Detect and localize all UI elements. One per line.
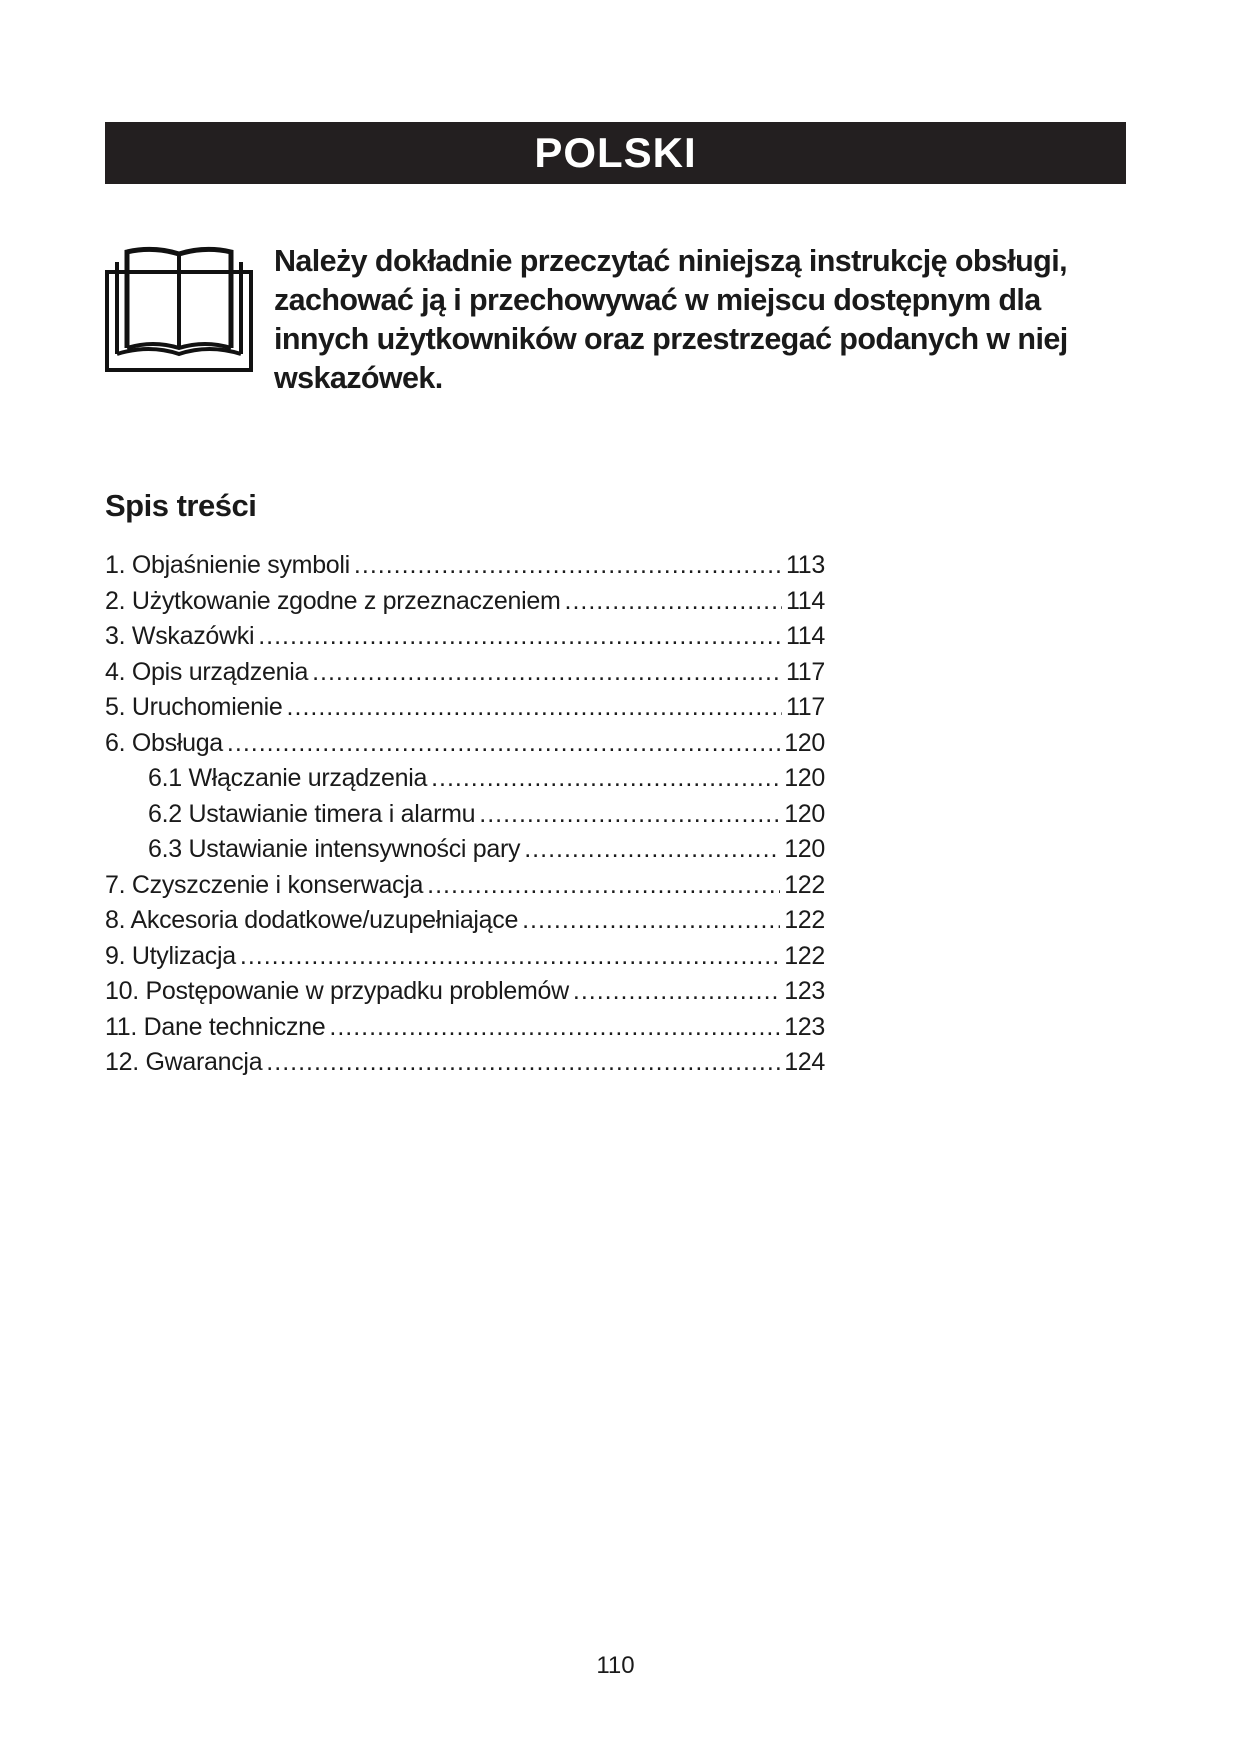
dot-leader: [431, 761, 780, 797]
toc-entry-page: 117: [786, 693, 825, 721]
toc-entry-page: 114: [786, 622, 825, 650]
toc-entry-label: 12. Gwarancja: [105, 1048, 263, 1076]
toc-entry[interactable]: [105, 584, 825, 620]
toc-entry[interactable]: [105, 939, 825, 975]
toc-entry-label: 5. Uruchomienie: [105, 693, 283, 721]
dot-leader: [240, 939, 780, 975]
toc-entry-page: 120: [784, 728, 825, 757]
toc-entry-label: 2. Użytkowanie zgodne z przeznaczeniem: [105, 586, 561, 615]
toc-entry-label: 6.2 Ustawianie timera i alarmu: [148, 799, 476, 828]
toc-entry-page: 123: [784, 1012, 825, 1041]
toc-entry-page: 123: [784, 977, 825, 1005]
dot-leader: [266, 1045, 780, 1081]
dot-leader: [524, 832, 780, 868]
toc-entry-label: 11. Dane techniczne: [105, 1012, 326, 1041]
dot-leader: [479, 797, 780, 833]
dot-leader: [227, 726, 780, 762]
toc-entry-page: 113: [786, 551, 825, 579]
toc-entry-page: 120: [784, 799, 825, 828]
toc-entry-label: 6. Obsługa: [105, 728, 223, 757]
toc-entry-label: 1. Objaśnienie symboli: [105, 551, 350, 579]
toc-entry-page: 120: [784, 835, 825, 863]
toc-entry[interactable]: [105, 903, 825, 939]
dot-leader: [573, 974, 780, 1010]
toc-entry[interactable]: [105, 797, 825, 833]
dot-leader: [287, 690, 782, 726]
dot-leader: [354, 548, 782, 584]
toc-entry-label: 6.1 Włączanie urządzenia: [148, 764, 428, 792]
toc-entry[interactable]: [105, 726, 825, 762]
toc-entry-label: 4. Opis urządzenia: [105, 657, 309, 686]
language-banner: [105, 122, 1126, 184]
toc-entry[interactable]: [105, 832, 825, 868]
toc-entry-page: 120: [784, 764, 825, 792]
dot-leader: [565, 584, 783, 620]
toc-entry-label: 3. Wskazówki: [105, 622, 255, 650]
toc-entry-label: 10. Postępowanie w przypadku problemów: [105, 977, 569, 1005]
dot-leader: [258, 619, 782, 655]
dot-leader: [312, 655, 782, 691]
toc-entry[interactable]: [105, 1045, 825, 1081]
toc-entry-label: 6.3 Ustawianie intensywności pary: [148, 835, 521, 863]
toc-entry[interactable]: [105, 1010, 825, 1046]
read-manual-book-icon: [105, 246, 253, 372]
toc-entry-label: 7. Czyszczenie i konserwacja: [105, 870, 424, 899]
toc-entry[interactable]: [105, 974, 825, 1010]
toc-entry-page: 124: [784, 1048, 825, 1076]
dot-leader: [329, 1010, 780, 1046]
toc-entry-label: 8. Akcesoria dodatkowe/uzupełniające: [105, 906, 519, 934]
toc-entry-label: 9. Utylizacja: [105, 941, 236, 970]
intro-warning-text: Należy dokładnie przeczytać niniejszą instrukcję obsługi, zachować ją i przechowywać w miejscu dostępnym dla innych użytkowników oraz przestrzegać podanych w niej wskazówek.: [274, 244, 1068, 395]
toc-entry[interactable]: [105, 761, 825, 797]
table-of-contents: [105, 548, 825, 1081]
toc-entry[interactable]: [105, 868, 825, 904]
toc-entry[interactable]: [105, 619, 825, 655]
toc-entry-page: 122: [784, 870, 825, 899]
toc-entry[interactable]: [105, 655, 825, 691]
dot-leader: [522, 903, 780, 939]
toc-entry[interactable]: [105, 548, 825, 584]
toc-entry-page: 117: [786, 657, 825, 686]
toc-entry-page: 114: [786, 586, 825, 615]
dot-leader: [427, 868, 780, 904]
page-number: 110: [596, 1652, 635, 1679]
toc-heading: Spis treści: [105, 488, 257, 523]
toc-entry-page: 122: [784, 941, 825, 970]
banner-title: POLSKI: [534, 129, 697, 176]
toc-entry[interactable]: [105, 690, 825, 726]
toc-entry-page: 122: [784, 906, 825, 934]
